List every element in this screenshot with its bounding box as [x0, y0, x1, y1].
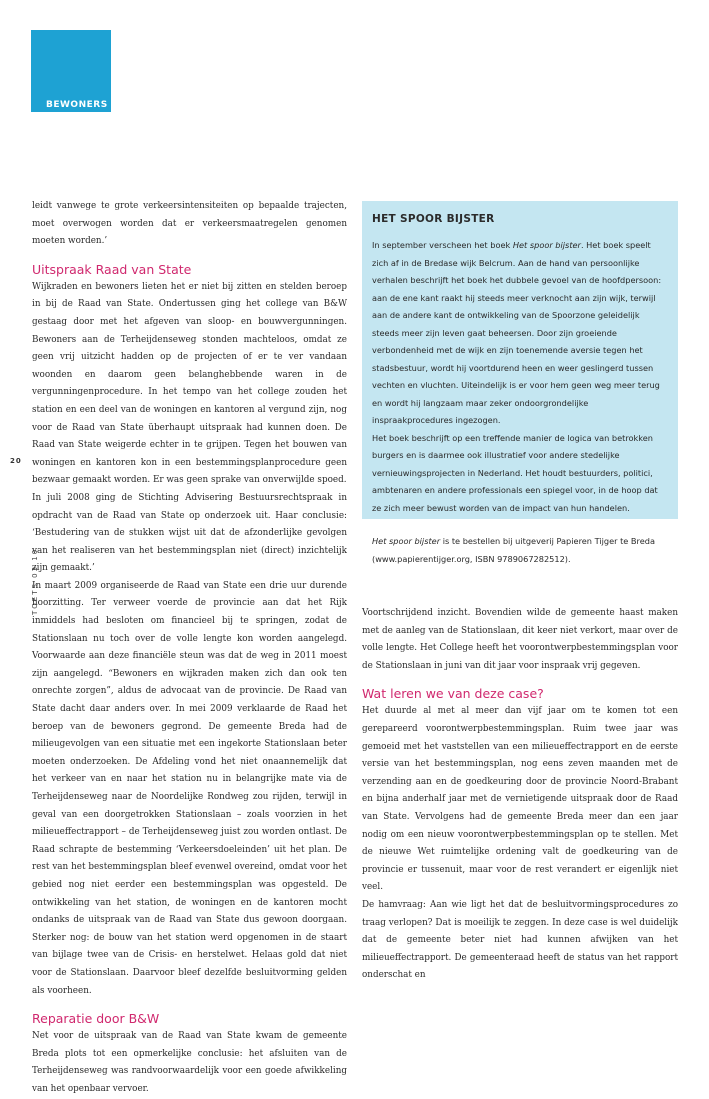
left-intro-paragraph: leidt vanwege te grote verkeersintensiteiten op bepaalde trajecten, moet overwogen worden dat er verkeersmaatregelen genomen moeten worden.’	[32, 201, 347, 247]
book-title: Het spoor bijster	[512, 240, 581, 250]
heading-uitspraak: Uitspraak Raad van State	[32, 261, 192, 277]
sidebar-box-order-info	[372, 533, 669, 568]
text-run: In september verscheen het boek	[372, 240, 513, 250]
body-paragraph: Wijkraden en bewoners lieten het er niet bij zitten en stelden beroep in bij de Raad van State. Ondertussen ging het college van B&W gestaag door met het afgeven van sloop- en bouwvergunningen. Bewoners aan de Terheijdenseweg stonden machteloos, omdat ze geen vrij uitzicht hadden op de projecten of er te ver vandaan woonden en daarom geen belanghebbende waren in de vergunningenprocedure. In het tempo van het college zouden het station en een deel van de woningen en kantoren al vergund zijn, nog voor de Raad van State überhaupt uitspraak had kunnen doen. De Raad van State weigerde echter in te grijpen. Tegen het bouwen van woningen en kantoren kon in een bestemmingsplanprocedure geen bezwaar gemaakt worden. Er was geen sprake van onverwijlde spoed.	[32, 281, 347, 486]
sidebar-box-paragraph	[372, 237, 669, 517]
body-paragraph: De hamvraag: Aan wie ligt het dat de besluitvormingsprocedures zo traag verlopen? Dat is moeilijk te zeggen. In deze case is wel duidelijk dat de gemeente beter niet had kunnen afwijken van het milieueffectrapport. De gemeenteraad heeft de status van het rapport onderschat en	[362, 899, 678, 981]
page-number: 20	[10, 457, 22, 465]
sidebar-box-title: HET SPOOR BIJSTER	[372, 213, 495, 225]
text-run: is te bestellen bij uitgeverij Papieren Tijger te Breda (www.papierentijger.org, ISBN 9789067282512).	[372, 536, 655, 564]
body-paragraph: In maart 2009 organiseerde de Raad van State een drie uur durende hoorzitting. Ter verweer voerde de provincie aan dat het Rijk inmiddels had besloten om financieel bij te springen, zodat de Stationslaan nu toch over de volle lengte kon worden aangelegd. Voorwaarde aan deze financiële steun was dat de weg in 2011 moest zijn aangelegd. “Bewoners en wijkraden maken zich dan ook ten onrechte zorgen”, aldus de advocaat van de provincie. De Raad van State dacht daar anders over. In mei 2009 verklaarde de Raad het beroep van de bewoners gegrond. De gemeente Breda had de milieugevolgen van een situatie met een ingekorte Stationslaan beter moeten onderzoeken. De Afdeling vond het niet onaannemelijk dat het verkeer van en naar het station nu in belangrijke mate via de Terheijdenseweg naar de Noordelijke Rondweg zou rijden, terwijl in geval van een doorgetrokken Stationslaan – zoals voorzien in het milieueffectrapport – de Terheijdenseweg juist zou worden ontlast. De Raad schrapte de bestemming ‘Verkeersdoeleinden’ uit het plan. De rest van het bestemmingsplan bleef evenwel overeind, omdat voor het gebied nog niet eerder een bestemmingsplan was opgesteld. De ontwikkeling van het station, de woningen en de kantoren mocht ondanks de uitspraak van de Raad van State dus gewoon doorgaan. Sterker nog: de bouw van het station werd opgenomen in de staart van bijlage twee van de Crisis- en herstelwet. Helaas gold dat niet voor de Stationslaan. Daarvoor bleef dezelfde besluitvorming gelden als voorheen.	[32, 580, 347, 996]
heading-wat-leren-we: Wat leren we van deze case?	[362, 686, 544, 702]
body-paragraph: Net voor de uitspraak van de Raad van State kwam de gemeente Breda plots tot een opmerkelijke conclusie: het afsluiten van de Terheijdenseweg was randvoorwaardelijk voor een goede afwikkeling van het openbaar vervoer.	[32, 1031, 347, 1094]
book-title: Het spoor bijster	[372, 536, 441, 546]
heading-reparatie: Reparatie door B&W	[32, 1011, 160, 1027]
left-column	[32, 198, 347, 1099]
text-run: . Het boek speelt zich af in de Bredase wijk Belcrum. Aan de hand van persoonlijke verhalen beschrijft het boek het dubbele gevoel van de hoofdpersoon: aan de ene kant raakt hij steeds meer verknocht aan zijn wijk, terwijl aan de andere kant de ontwikkeling van de Spoorzone geleidelijk steeds meer zijn leven gaat beheersen. Door zijn groeiende verbondenheid met de wijk en zijn toenemende aversie tegen het stadsbestuur, wordt hij voortdurend heen en weer geslingerd tussen vechten en vluchten. Uiteindelijk is er voor hem geen weg meer terug en wordt hij langzaam maar zeker ondoorgrondelijke inspraakprocedures ingezogen.	[372, 240, 662, 425]
section-tag	[31, 30, 111, 112]
running-footer: TOETS 03 10	[31, 547, 39, 615]
right-intro-paragraph: Voortschrijdend inzicht. Bovendien wilde de gemeente haast maken met de aanleg van de Stationslaan, dit keer niet verkort, maar over de volle lengte. Het College heeft het voorontwerpbestemmingsplan voor de Stationslaan in juni van dit jaar voor inspraak vrij gegeven.	[362, 608, 678, 671]
sidebar-box	[362, 201, 678, 564]
body-paragraph: Het duurde al met al meer dan vijf jaar om te komen tot een gerepareerd voorontwerpbestemmingsplan. Ruim twee jaar was gemoeid met het vaststellen van een milieueffectrapport en de eerste versie van het bestemmingsplan, nog eens zeven maanden met de verzending aan en de goedkeuring door de provincie Noord-Brabant en bijna anderhalf jaar met de vernietigende uitspraak door de Raad van State. Vervolgens had de gemeente Breda meer dan een jaar nodig om een nieuw voorontwerpbestemmingsplan op te stellen. Met de nieuwe Wet ruimtelijke ordening valt de goedkeuring van de provincie er tussenuit, maar voor de rest verandert er eigenlijk niet veel.	[362, 706, 678, 893]
right-column	[362, 605, 678, 985]
body-paragraph: In juli 2008 ging de Stichting Advisering Bestuursrechtspraak in opdracht van de Raad van State op onderzoek uit. Haar conclusie: ‘Bestudering van de stukken wijst uit dat de afzonderlijke gevolgen van het realiseren van het bestemmingsplan niet (direct) inzichtelijk zijn gemaakt.’	[32, 492, 347, 574]
text-run: Het boek beschrijft op een treffende manier de logica van betrokken burgers en is daarmee ook illustratief voor andere stedelijke vernieuwingsprojecten in Nederland. Het houdt bestuurders, politici, ambtenaren en andere professionals een spiegel voor, in de hoop dat ze zich meer bewust worden van de impact van hun handelen.	[372, 432, 658, 513]
section-tag-label: BEWONERS	[46, 100, 108, 110]
